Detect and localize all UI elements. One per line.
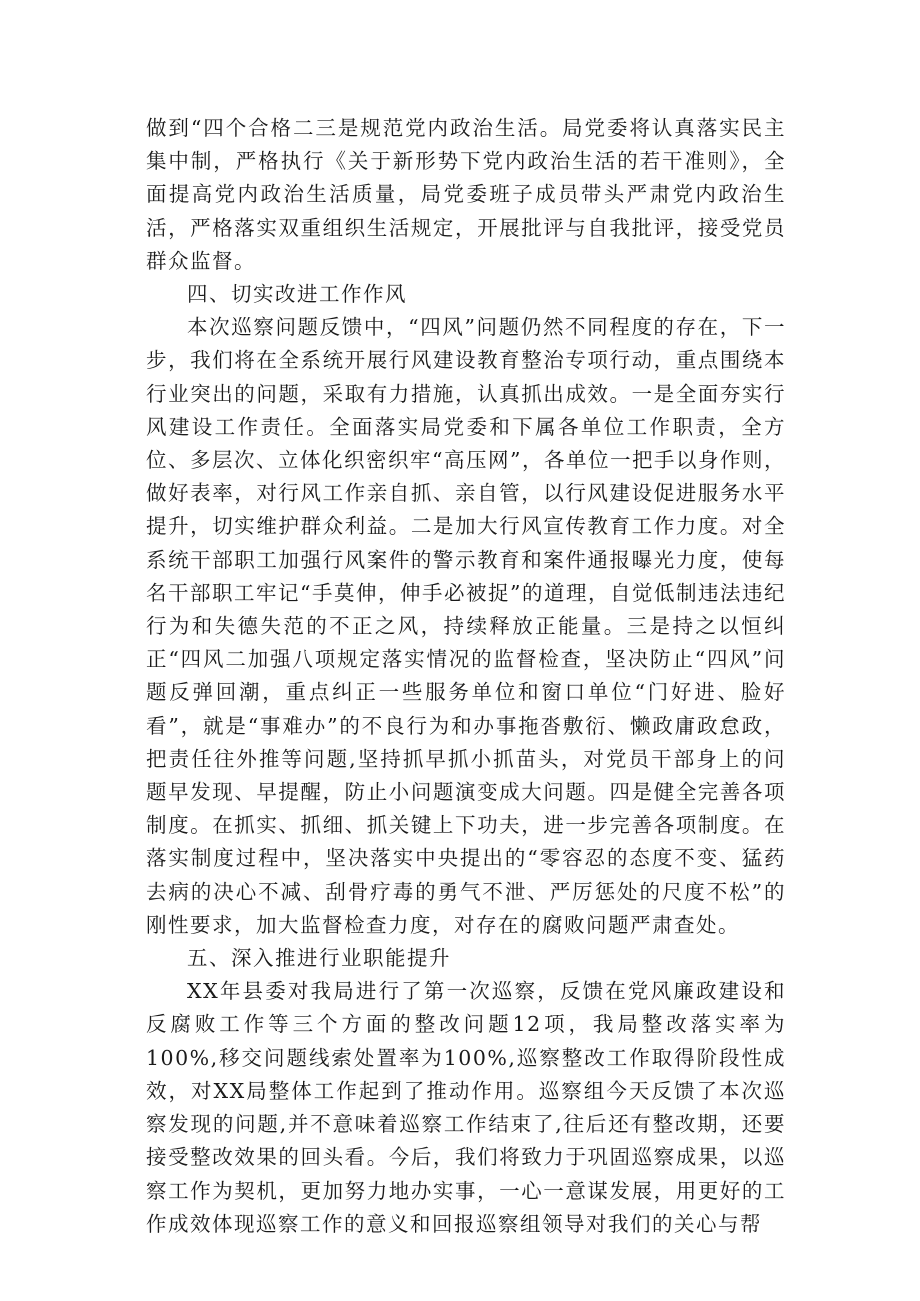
section-heading-work-style: 四、切实改进工作作风	[187, 282, 407, 307]
paragraph-inspection-results: XX年县委对我局进行了第一次巡察，反馈在党风廉政建设和反腐败工作等三个方面的整改问题12项，我局整改落实率为100%,移交问题线索处置率为100%,巡察整改工作取得阶段性成效，对XX局整体工作起到了推动作用。巡察组今天反馈了本次巡察发现的问题,并不意味着巡察工作结束了,往后还有整改期，还要接受整改效果的回头看。今后，我们将致力于巩固巡察成果，以巡察工作为契机，更加努力地办实事，一心一意谋发展，用更好的工作成效体现巡察工作的意义和回报巡察组领导对我们的关心与帮	[146, 979, 786, 1236]
paragraph-work-style: 本次巡察问题反馈中，“四风”问题仍然不同程度的存在，下一步，我们将在全系统开展行风建设教育整治专项行动，重点围绕本行业突出的问题，采取有力措施，认真抓出成效。一是全面夯实行风建设工作责任。全面落实局党委和下属各单位工作职责，全方位、多层次、立体化织密织牢“高压网”，各单位一把手以身作则，做好表率，对行风工作亲自抓、亲自管，以行风建设促进服务水平提升，切实维护群众利益。二是加大行风宣传教育工作力度。对全系统干部职工加强行风案件的警示教育和案件通报曝光力度，使每名干部职工牢记“手莫伸，伸手必被捉”的道理，自觉低制违法违纪行为和失德失范的不正之风，持续释放正能量。三是持之以恒纠正“四风二加强八项规定落实情况的监督检查，坚决防止“四风”问题反弹回潮，重点纠正一些服务单位和窗口单位“门好进、脸好看”，就是“事难办”的不良行为和办事拖沓敷衍、懒政庸政怠政，把责任往外推等问题,坚持抓早抓小抓苗头，对党员干部身上的问题早发现、早提醒，防止小问题演变成大问题。四是健全完善各项制度。在抓实、抓细、抓关键上下功夫，进一步完善各项制度。在落实制度过程中，坚决落实中央提出的“零容忍的态度不变、猛药去病的决心不减、刮骨疗毒的勇气不泄、严厉惩处的尺度不松”的刚性要求，加大监督检查力度，对存在的腐败问题严肃查处。	[146, 315, 786, 937]
section-heading-industry-function: 五、深入推进行业职能提升	[187, 946, 451, 971]
document-body	[146, 112, 786, 1241]
paragraph-party-political-life: 做到“四个合格二三是规范党内政治生活。局党委将认真落实民主集中制，严格执行《关于新形势下党内政治生活的若干准则》，全面提高党内政治生活质量，局党委班子成员带头严肃党内政治生活，严格落实双重组织生活规定，开展批评与自我批评，接受党员群众监督。	[146, 116, 786, 273]
